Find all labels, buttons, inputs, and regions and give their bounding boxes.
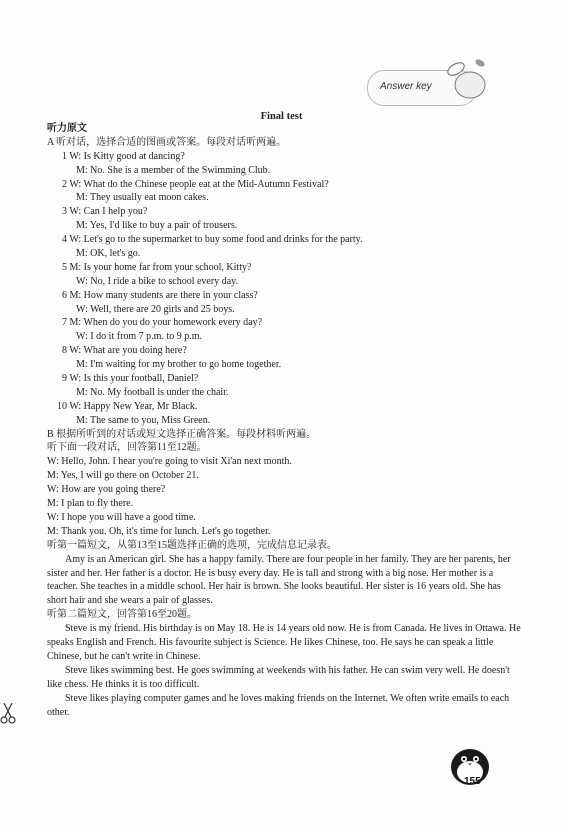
text-line: B 根据所听到的对话或短文选择正确答案。每段材料听两遍。 <box>47 428 317 440</box>
paragraph: Steve is my friend. His birthday is on May 18. He is 14 years old now. He is from Canada. He lives in Ottawa. He speaks English and French. His favourite subject is Science. He likes Chinese, too. He says he can speak a little Chinese, but he can't write in Chinese. <box>47 623 521 662</box>
scissors-icon <box>0 702 16 724</box>
text-line: 1 W: Is Kitty good at dancing? <box>62 150 185 162</box>
text-line: W: How are you going there? <box>47 484 166 496</box>
text-line: M: The same to you, Miss Green. <box>76 414 211 426</box>
paragraph: Steve likes swimming best. He goes swimming at weekends with his father. He can swim very well. He doesn't like chess. He thinks it is too difficult. <box>47 664 510 690</box>
page-number: 155 <box>464 776 481 787</box>
text-line: W: Hello, John. I hear you're going to visit Xi'an next month. <box>47 456 292 468</box>
paragraph: Amy is an American girl. She has a happy family. There are four people in her family. They are her parents, her sister and her. Her father is a doctor. He is busy every day. He is tall and strong with a big nose. Her mother is a teacher. She teaches in a middle school. Her hair is brown. She looks beautiful. Her sister is 16 years old. She has short hair and she wears a pair of glasses. <box>47 553 511 607</box>
text-line: 8 W: What are you doing here? <box>62 345 187 357</box>
text-line: 5 M: Is your home far from your school, Kitty? <box>62 261 252 273</box>
text-line: M: They usually eat moon cakes. <box>76 192 209 204</box>
text-line: W: Well, there are 20 girls and 25 boys. <box>76 303 235 315</box>
text-line: M: OK, let's go. <box>76 248 141 260</box>
text-line: 听第二篇短文，回答第16至20题。 <box>47 609 197 621</box>
fruit-leaf-icon <box>440 55 490 105</box>
text-line: 10 W: Happy New Year, Mr Black. <box>57 400 198 412</box>
text-line: M: I'm waiting for my brother to go home together. <box>76 359 282 371</box>
text-line: M: Thank you. Oh, it's time for lunch. Let's go together. <box>47 525 271 537</box>
text-line: M: No. She is a member of the Swimming Club. <box>76 164 271 176</box>
text-line: W: No, I ride a bike to school every day. <box>76 275 238 287</box>
text-line: 9 W: Is this your football, Daniel? <box>62 373 199 385</box>
text-line: 4 W: Let's go to the supermarket to buy some food and drinks for the party. <box>62 234 363 246</box>
text-line: 7 M: When do you do your homework every day? <box>62 317 263 329</box>
page-title: Final test <box>260 111 303 122</box>
text-line: 6 M: How many students are there in your class? <box>62 289 258 301</box>
text-line: 2 W: What do the Chinese people eat at the Mid-Autumn Festival? <box>62 178 329 190</box>
header-label: Answer key <box>380 81 432 92</box>
text-line: M: No. My football is under the chair. <box>76 386 229 398</box>
text-line: A 听对话，选择合适的图画或答案。每段对话听两遍。 <box>47 136 287 148</box>
text-line: M: Yes, I'd like to buy a pair of trousers. <box>76 220 238 232</box>
text-line: W: I hope you will have a good time. <box>47 511 196 523</box>
paragraph: Steve likes playing computer games and he loves making friends on the Internet. We often write emails to each other. <box>47 692 510 718</box>
text-line: W: I do it from 7 p.m. to 9 p.m. <box>76 331 203 343</box>
text-line: M: Yes, I will go there on October 21. <box>47 470 199 482</box>
text-line: M: I plan to fly there. <box>47 498 134 510</box>
document-body <box>47 122 522 719</box>
text-line: 3 W: Can I help you? <box>62 206 148 218</box>
text-line: 听下面一段对话，回答第11至12题。 <box>47 442 207 454</box>
section-heading: 听力原文 <box>47 123 87 134</box>
text-line: 听第一篇短文，从第13至15题选择正确的选项，完成信息记录表。 <box>47 539 337 551</box>
